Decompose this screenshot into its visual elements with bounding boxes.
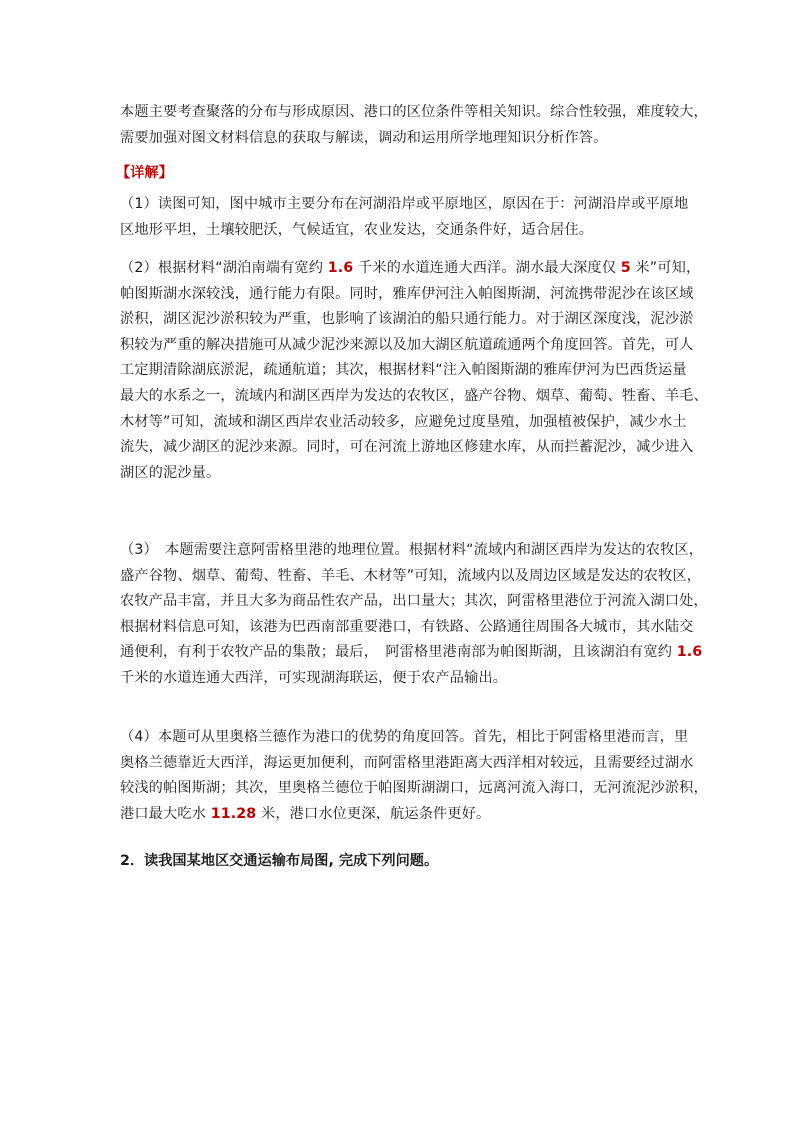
text-line: 帕图斯湖水深较浅，通行能力有限。同时，雅库伊河注入帕图斯湖，河流携带泥沙在该区域 <box>120 285 694 302</box>
highlighted-number: 1.6 <box>327 260 354 276</box>
text-line <box>120 640 703 666</box>
text-line: 木材等”可知，流域和湖区西岸农业活动较多，应避免过度垦殖，加强植被保护，减少水土 <box>120 413 687 430</box>
text-line: （4）本题可从里奥格兰德作为港口的优势的角度回答。首先，相比于阿雷格里港而言，里 <box>120 729 689 745</box>
answer-paragraph-1 <box>120 192 689 243</box>
text-line: 湖区的泥沙量。 <box>120 464 221 481</box>
text-line: 盛产谷物、烟草、葡萄、牲畜、羊毛、木材等”可知，流域内以及周边区域是发达的农牧区， <box>120 567 702 584</box>
text-line: 最大的水系之一，流域内和湖区西岸为发达的农牧区，盛产谷物、烟草、葡萄、牲畜、羊毛、 <box>120 387 708 404</box>
text-segment: （2）根据材料“湖泊南端有宽约 <box>120 260 328 276</box>
text-line: 奥格兰德靠近大西洋，海运更加便利，而阿雷格里港距离大西洋相对较远，且需要经过湖水 <box>120 754 694 771</box>
text-line: （3） 本题需要注意阿雷格里港的地理位置。根据材料“流域内和湖区西岸为发达的农牧区， <box>120 542 704 558</box>
question-2: 2．读我国某地区交通运输布局图, 完成下列问题。 <box>120 853 439 869</box>
text-line <box>120 256 701 282</box>
answer-paragraph-4 <box>120 725 708 827</box>
text-line: 根据材料信息可知，该港为巴西南部重要港口，有铁路、公路通往周围各大城市，其水陆交 <box>120 618 694 635</box>
answer-paragraph-3 <box>120 538 708 692</box>
text-segment: 米”可知， <box>630 260 701 276</box>
section-heading: 【详解】 <box>116 165 173 181</box>
highlighted-number: 11.28 <box>210 805 257 822</box>
text-segment: 千米的水道连通大西洋。湖水最大深度仅 <box>353 260 621 276</box>
highlighted-number: 5 <box>620 260 631 276</box>
text-line: 较浅的帕图斯湖；其次，里奥格兰德位于帕图斯湖湖口，远离河流入海口，无河流泥沙淤积， <box>120 780 708 797</box>
text-segment: 港口最大吃水 <box>120 805 211 822</box>
text-line: （1）读图可知，图中城市主要分布在河湖沿岸或平原地区，原因在于：河湖沿岸或平原地 <box>120 196 689 212</box>
text-line: 积较为严重的解决措施可从减少泥沙来源以及加大湖区航道疏通两个角度回答。首先，可人 <box>120 336 694 353</box>
text-line: 本题主要考查聚落的分布与形成原因、港口的区位条件等相关知识。综合性较强，难度较大， <box>120 104 708 120</box>
answer-paragraph-2 <box>120 256 708 486</box>
text-segment: 米，港口水位更深，航运条件更好。 <box>256 805 491 822</box>
text-line: 农牧产品丰富，并且大多为商品性农产品，出口量大；其次，阿雷格里港位于河流入湖口处， <box>120 593 708 610</box>
text-line <box>120 802 680 828</box>
text-segment: 通便利，有利于农牧产品的集散；最后， 阿雷格里港南部为帕图斯湖，且该湖泊有宽约 <box>120 644 677 661</box>
text-line: 需要加强对图文材料信息的获取与解读，调动和运用所学地理知识分析作答。 <box>120 129 608 146</box>
text-line: 千米的水道连通大西洋，可实现湖海联运，便于农产品输出。 <box>120 669 508 686</box>
text-line: 工定期清除湖底淤泥，疏通航道；其次，根据材料“注入帕图斯湖的雅库伊河为巴西货运量 <box>120 362 687 379</box>
text-line: 流失，减少湖区的泥沙来源。同时，可在河流上游地区修建水库，从而拦蓄泥沙，减少进入 <box>120 439 694 456</box>
highlighted-number: 1.6 <box>676 644 703 661</box>
intro-paragraph <box>120 100 708 151</box>
text-line: 区地形平坦，土壤较肥沃，气候适宜，农业发达，交通条件好，适合居住。 <box>120 221 594 238</box>
text-line: 淤积，湖区泥沙淤积较为严重，也影响了该湖泊的船只通行能力。对于湖区深度浅，泥沙淤 <box>120 311 694 328</box>
